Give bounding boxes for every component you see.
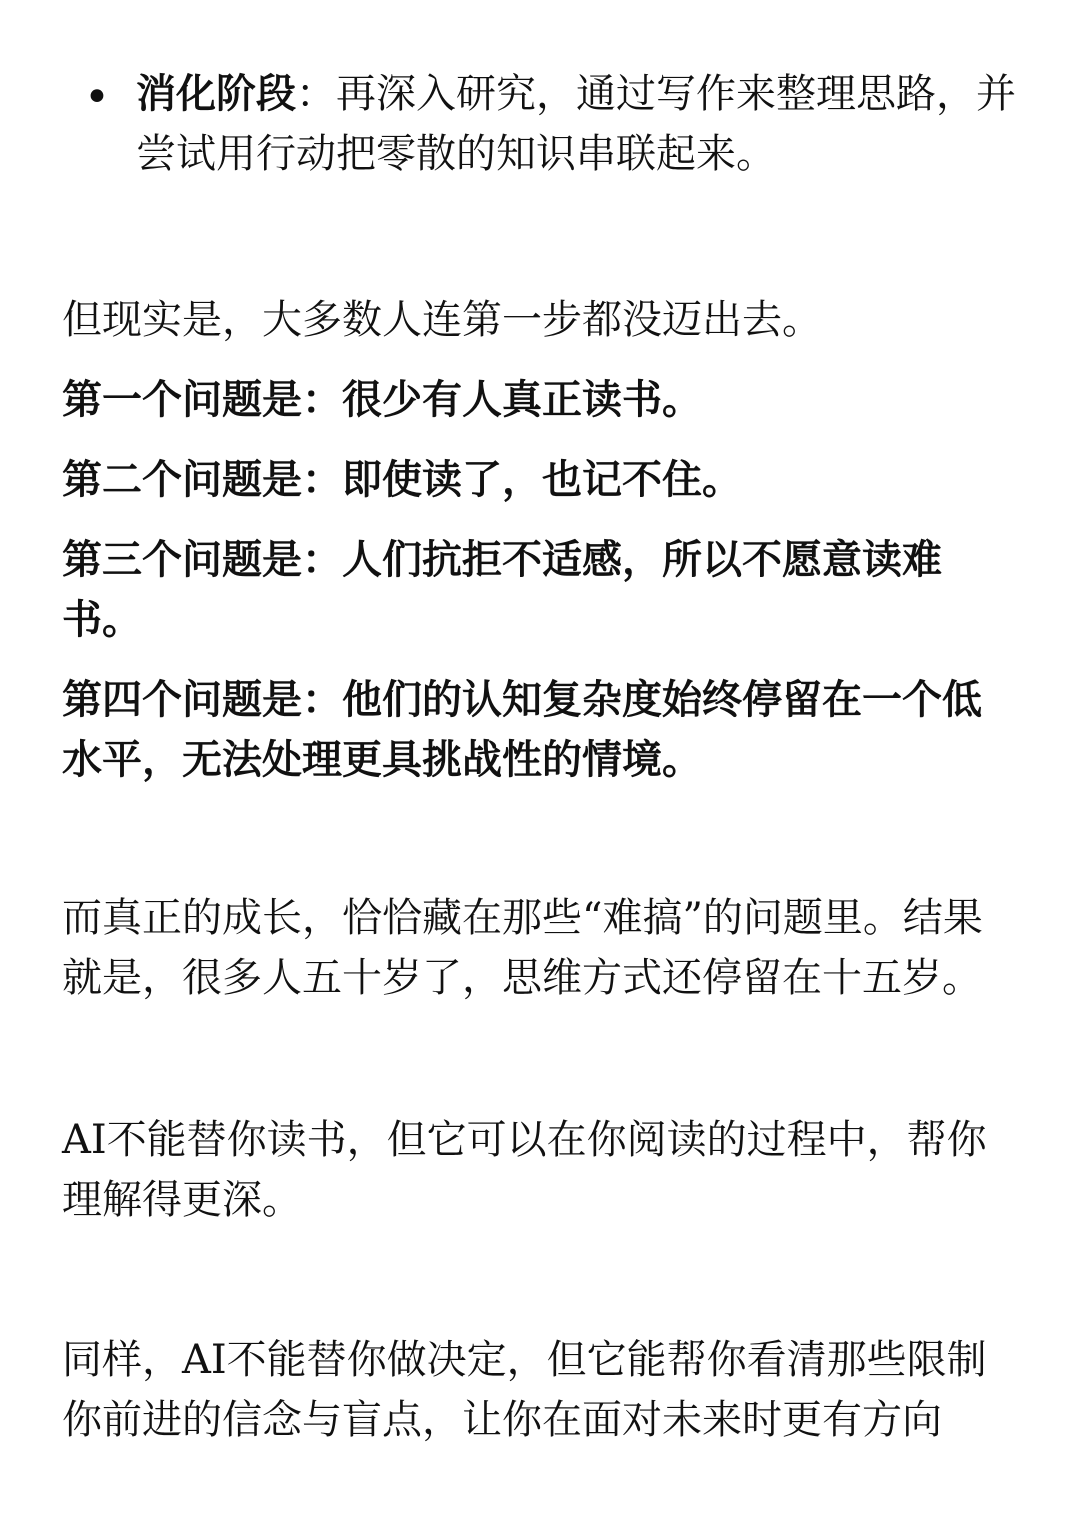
bullet-item-digest (84, 64, 1024, 184)
paragraph-reality: 但现实是，大多数人连第一步都没迈出去。 (62, 297, 822, 343)
paragraph-ai-reading: AI不能替你读书，但它可以在你阅读的过程中，帮你理解得更深。 (62, 1117, 987, 1223)
paragraph-problem-3: 第三个问题是：人们抗拒不适感，所以不愿意读难书。 (62, 536, 942, 643)
paragraph-problem-1: 第一个问题是：很少有人真正读书。 (62, 376, 702, 423)
bullet-body: ：再深入研究，通过写作来整理思路，并尝试用行动把零散的知识串联起来。 (136, 71, 1016, 177)
paragraph-problem-2: 第二个问题是：即使读了，也记不住。 (62, 456, 742, 503)
bullet-dot: • (84, 72, 110, 123)
paragraph-problem-4: 第四个问题是：他们的认知复杂度始终停留在一个低水平，无法处理更具挑战性的情境。 (62, 676, 982, 783)
bullet-title: 消化阶段 (136, 70, 296, 117)
paragraph-ai-decision: 同样，AI不能替你做决定，但它能帮你看清那些限制你前进的信念与盲点，让你在面对未来时更有方向 (62, 1337, 987, 1443)
bullet-text (136, 64, 1024, 184)
paragraph-growth: 而真正的成长，恰恰藏在那些“难搞”的问题里。结果就是，很多人五十岁了，思维方式还停留在十五岁。 (62, 895, 983, 1001)
